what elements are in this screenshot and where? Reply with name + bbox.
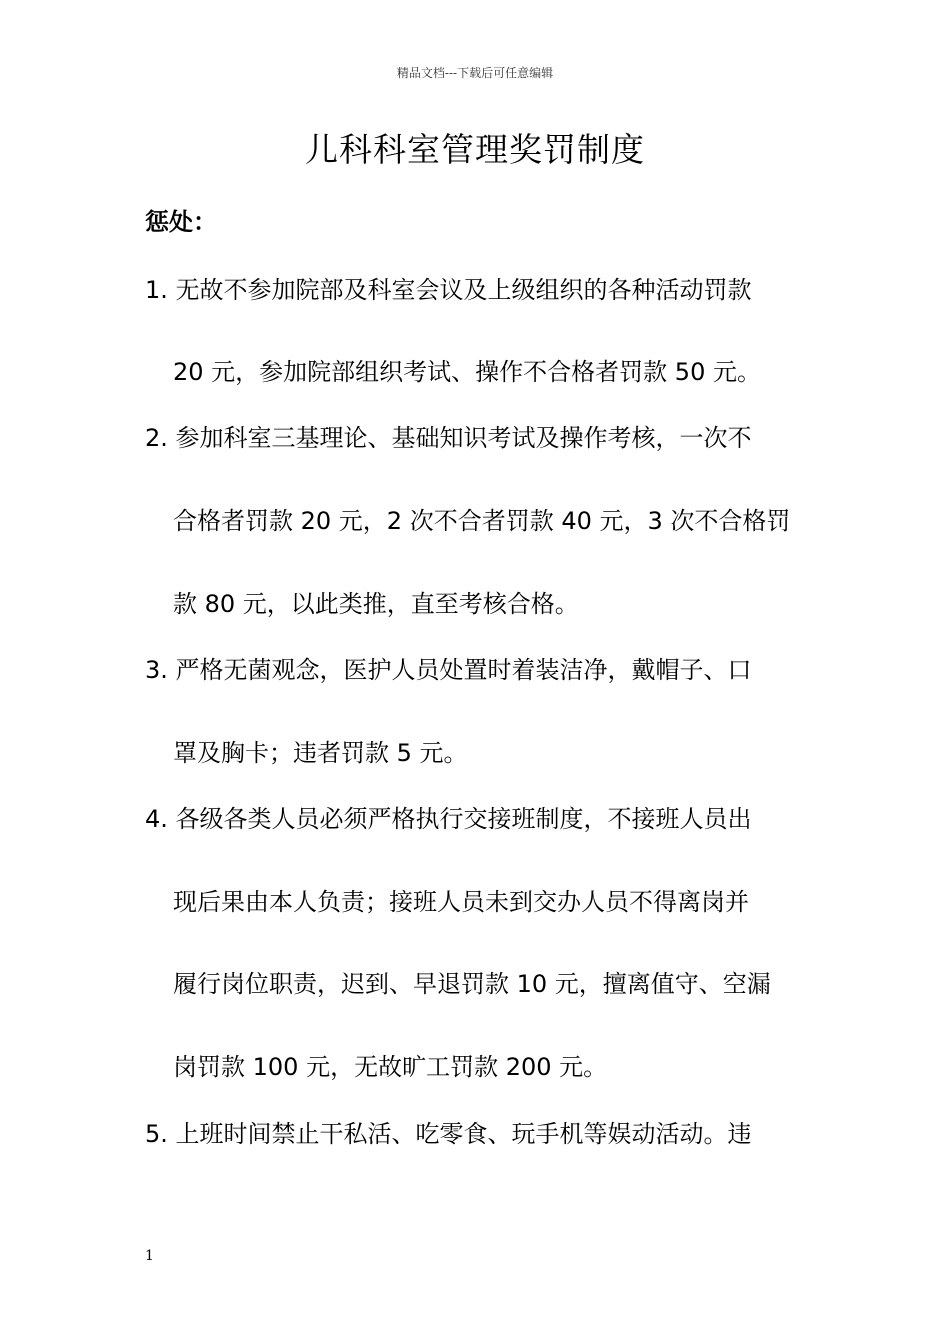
page-number: 1 bbox=[145, 1248, 154, 1264]
list-item-1-line-2: 20 元，参加院部组织考试、操作不合格者罚款 50 元。 bbox=[173, 358, 761, 386]
list-item-4-line-4: 岗罚款 100 元，无故旷工罚款 200 元。 bbox=[173, 1053, 608, 1081]
page-header: 精品文档---下载后可任意编辑 bbox=[396, 66, 554, 80]
list-item-3-line-1: 3. 严格无菌观念，医护人员处置时着装洁净，戴帽子、口 bbox=[145, 656, 752, 684]
list-item-4-line-2: 现后果由本人负责；接班人员未到交办人员不得离岗并 bbox=[173, 888, 749, 916]
list-item-2-line-3: 款 80 元，以此类推，直至考核合格。 bbox=[173, 590, 579, 618]
list-item-1-line-1: 1. 无故不参加院部及科室会议及上级组织的各种活动罚款 bbox=[145, 276, 752, 304]
list-item-4-line-3: 履行岗位职责，迟到、早退罚款 10 元，擅离值守、空漏 bbox=[173, 970, 771, 998]
list-item-3-line-2: 罩及胸卡；违者罚款 5 元。 bbox=[173, 739, 468, 767]
list-item-4-line-1: 4. 各级各类人员必须严格执行交接班制度，不接班人员出 bbox=[145, 805, 752, 833]
section-heading-penalties: 惩处： bbox=[145, 208, 217, 236]
list-item-2-line-1: 2. 参加科室三基理论、基础知识考试及操作考核，一次不 bbox=[145, 424, 752, 452]
document-title: 儿科科室管理奖罚制度 bbox=[305, 130, 645, 169]
list-item-2-line-2: 合格者罚款 20 元，2 次不合者罚款 40 元，3 次不合格罚 bbox=[173, 507, 791, 535]
list-item-5-line-1: 5. 上班时间禁止干私活、吃零食、玩手机等娱动活动。违 bbox=[145, 1120, 752, 1148]
